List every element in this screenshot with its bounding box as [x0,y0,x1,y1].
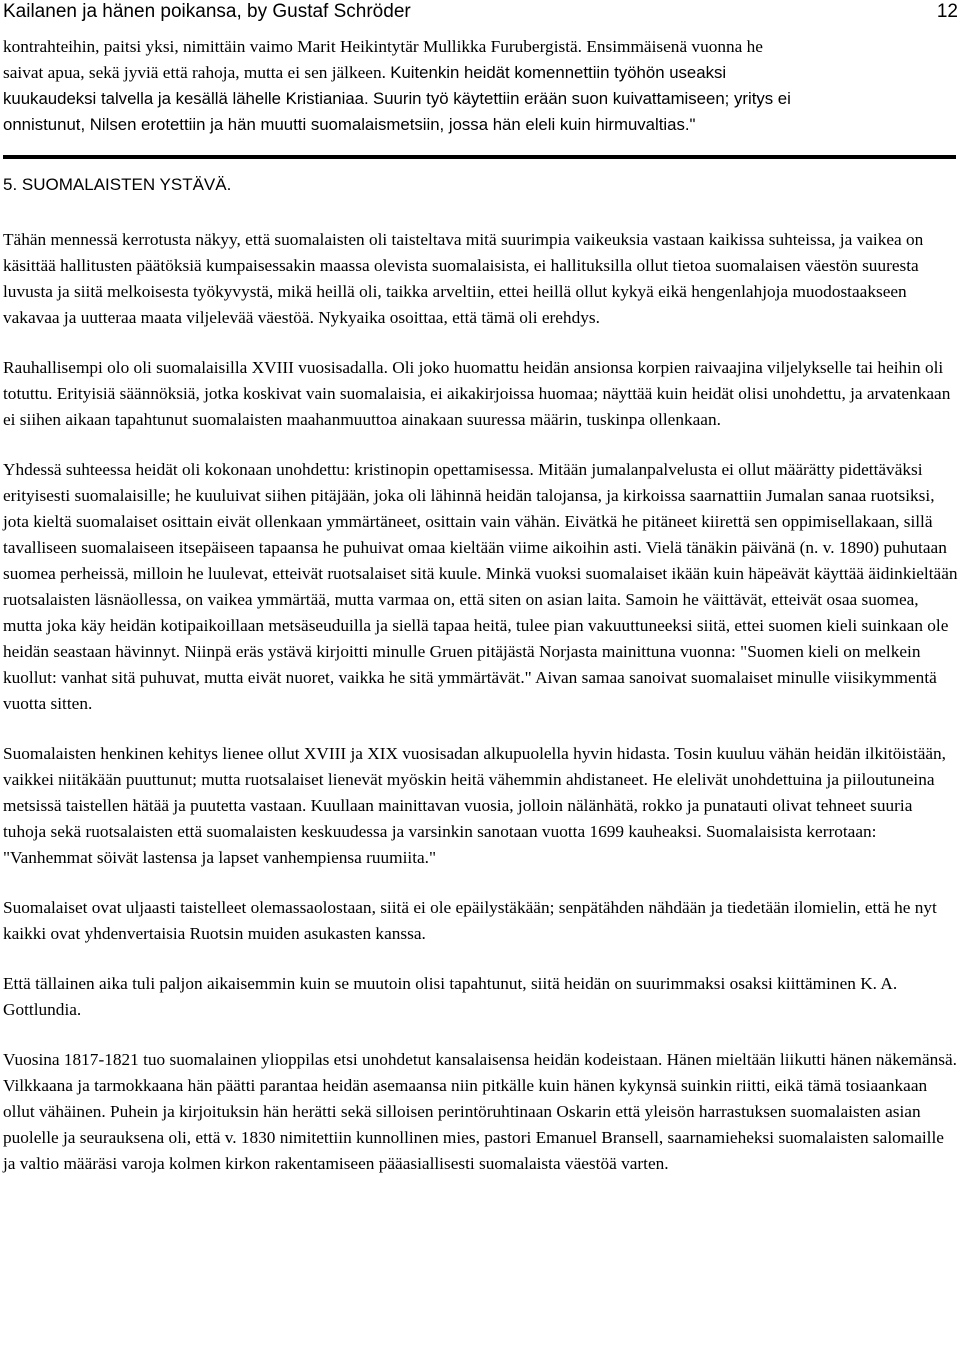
paragraph: Että tällainen aika tuli paljon aikaisemmin kuin se muutoin olisi tapahtunut, siitä heidän on suurimmaksi osaksi kiittäminen K. A. Gottlundia. [3,974,898,1019]
page-header [3,0,958,26]
intro-line [3,34,959,60]
intro-text-3b: Suurin työ käytettiin erään suon kuivattamiseen; yritys ei [373,89,791,108]
paragraph: Yhdessä suhteessa heidät oli kokonaan unohdettu: kristinopin opettamisessa. Mitään jumalanpalvelusta ei ollut määrätty pidettäväksi erityisesti suomalaisille; he kuuluivat siihen pitäjään, joka oli lähinnä heidän talojansa, ja kirkoissa saarnattiin Jumalan sanaa ruotsiksi, jota kieltä suomalaiset osittain eivät ollenkaan ymmärtäneet, osittain vain vähän. Eivätkä he pitäneet kiirettä sen oppimisellakaan, sillä tavalliseen suomalaiseen itsepäiseen tapaansa he puhuivat omaa kieltään viime aikoihin asti. Vielä tänäkin päivänä (n. v. 1890) puhutaan suomea perheissä, milloin he luulevat, etteivät ruotsalaiset sitä kuule. Minkä vuoksi suomalaiset ikään kuin häpeävät käyttää äidinkieltään ruotsalaisten läsnäollessa, on vaikea ymmärtää, mutta varmaa on, että siten on asian laita. Samoin he väittävät, etteivät osaa suomea, mutta joka käy heidän kotipaikoillaan metsäseuduilla ja siellä tapaa heitä, tulee pian vakuuttuneeksi siitä, ettei suomen kieli suinkaan ole heidän seastaan hävinnyt. Niinpä eräs ystävä kirjoitti minulle Gruen pitäjästä Norjasta mainittuna vuonna: "Suomen kieli on melkein kuollut: vanhat sitä puhuvat, mutta eivät nuoret, vaikka he sitä ymmärtävät." Aivan samaa sanoivat suomalaiset minulle viisikymmentä vuotta sitten. [3,460,958,713]
intro-text-3: kuukaudeksi talvella ja kesällä lähelle Kristianiaa. [3,89,369,108]
page-number: 12 [936,1,958,22]
intro-text-2: saivat apua, sekä jyviä että rahoja, mutta ei sen jälkeen. [3,63,386,82]
paragraph: Suomalaisten henkinen kehitys lienee ollut XVIII ja XIX vuosisadan alkupuolella hyvin hidasta. Tosin kuuluu vähän heidän ilkitöistään, vaikkei niitäkään puuttunut; mutta ruotsalaiset lienevät myöskin heitä vähemmin ahdistaneet. He elelivät unohdettuina ja piiloutuneina metsissä taistellen hätää ja puutetta vastaan. Kuullaan mainittavan vuosia, jolloin nälänhätä, rokko ja punatauti olivat tehneet suuria tuhoja sekä ruotsalaisten että suomalaisten keskuudessa ja varsinkin sanotaan vuotta 1699 kauheaksi. Suomalaisista kerrotaan: "Vanhemmat söivät lastensa ja lapset vanhempiensa ruumiita." [3,744,946,867]
paragraph: Tähän mennessä kerrotusta näkyy, että suomalaisten oli taisteltava mitä suurimpia vaikeuksia vastaan kaikissa suhteissa, ja vaikea on käsittää hallitusten päätöksiä kumpaisessakin maassa olevista suomalaisista, ei hallituksilla ollut tietoa suomalaisen väestön suuresta luvusta ja siitä melkoisesta työkyvystä, mikä heillä oli, taikka arveltiin, ettei heillä ollut kykyä eikä hengenlahjoja muodostaakseen vakavaa ja uutteraa maata viljelevää väestöä. Nykyaika osoittaa, että tämä oli erehdys. [3,230,924,327]
intro-text-1: kontrahteihin, paitsi yksi, nimittäin vaimo Marit Heikintytär Mullikka Furubergistä. Ensimmäisenä vuonna he [3,37,763,56]
intro-text-4: onnistunut, Nilsen erotettiin ja hän muutti suomalaismetsiin, jossa hän eleli kuin hirmuvaltias." [3,115,696,134]
section-heading: 5. SUOMALAISTEN YSTÄVÄ. [3,175,232,194]
paragraph: Rauhallisempi olo oli suomalaisilla XVIII vuosisadalla. Oli joko huomattu heidän ansionsa korpien raivaajina viljelykselle tai heihin oli totuttu. Erityisiä säännöksiä, jotka koskivat vain suomalaisia, ei aikakirjoissa huomaa; näyttää kuin heidät olisi unohdettu, ja arvatenkaan ei siihen aikaan tapahtunut suomalaisten maahanmuuttoa ainakaan suuressa määrin, tuskinpa ollenkaan. [3,358,951,429]
paragraph: Vuosina 1817-1821 tuo suomalainen ylioppilas etsi unohdetut kansalaisensa heidän kodeistaan. Hänen mieltään liikutti hänen näkemänsä. Vilkkaana ja tarmokkaana hän päätti parantaa heidän asemaansa niin pitkälle kuin hänen kykynsä suinkin riitti, eikä tämä tosiaankaan ollut vähäinen. Puhein ja kirjoituksin hän herätti sekä silloisen perintöruhtinaan Oskarin että yleisön harrastuksen suomalaisten asian puolelle ja seurauksena oli, että v. 1830 nimitettiin kunnollinen mies, pastori Emanuel Bransell, saarnamieheksi suomalaisten salomaille ja valtio määräsi varoja kolmen kirkon rakentamiseen pääasiallisesti suomalaista väestöä varten. [3,1050,958,1173]
intro-block [3,34,959,138]
body-text [3,227,959,1201]
paragraph: Suomalaiset ovat uljaasti taistelleet olemassaolostaan, siitä ei ole epäilystäkään; senpätähden nähdään ja tiedetään ilomielin, että he nyt kaikki ovat yhdenvertaisia Ruotsin muiden asukasten kanssa. [3,898,937,943]
section-divider [3,155,956,159]
intro-line [3,86,959,112]
book-title: Kailanen ja hänen poikansa, by Gustaf Schröder [3,1,411,22]
intro-line [3,60,959,86]
intro-line [3,112,959,138]
intro-text-2b: Kuitenkin heidät komennettiin työhön useaksi [390,63,727,82]
